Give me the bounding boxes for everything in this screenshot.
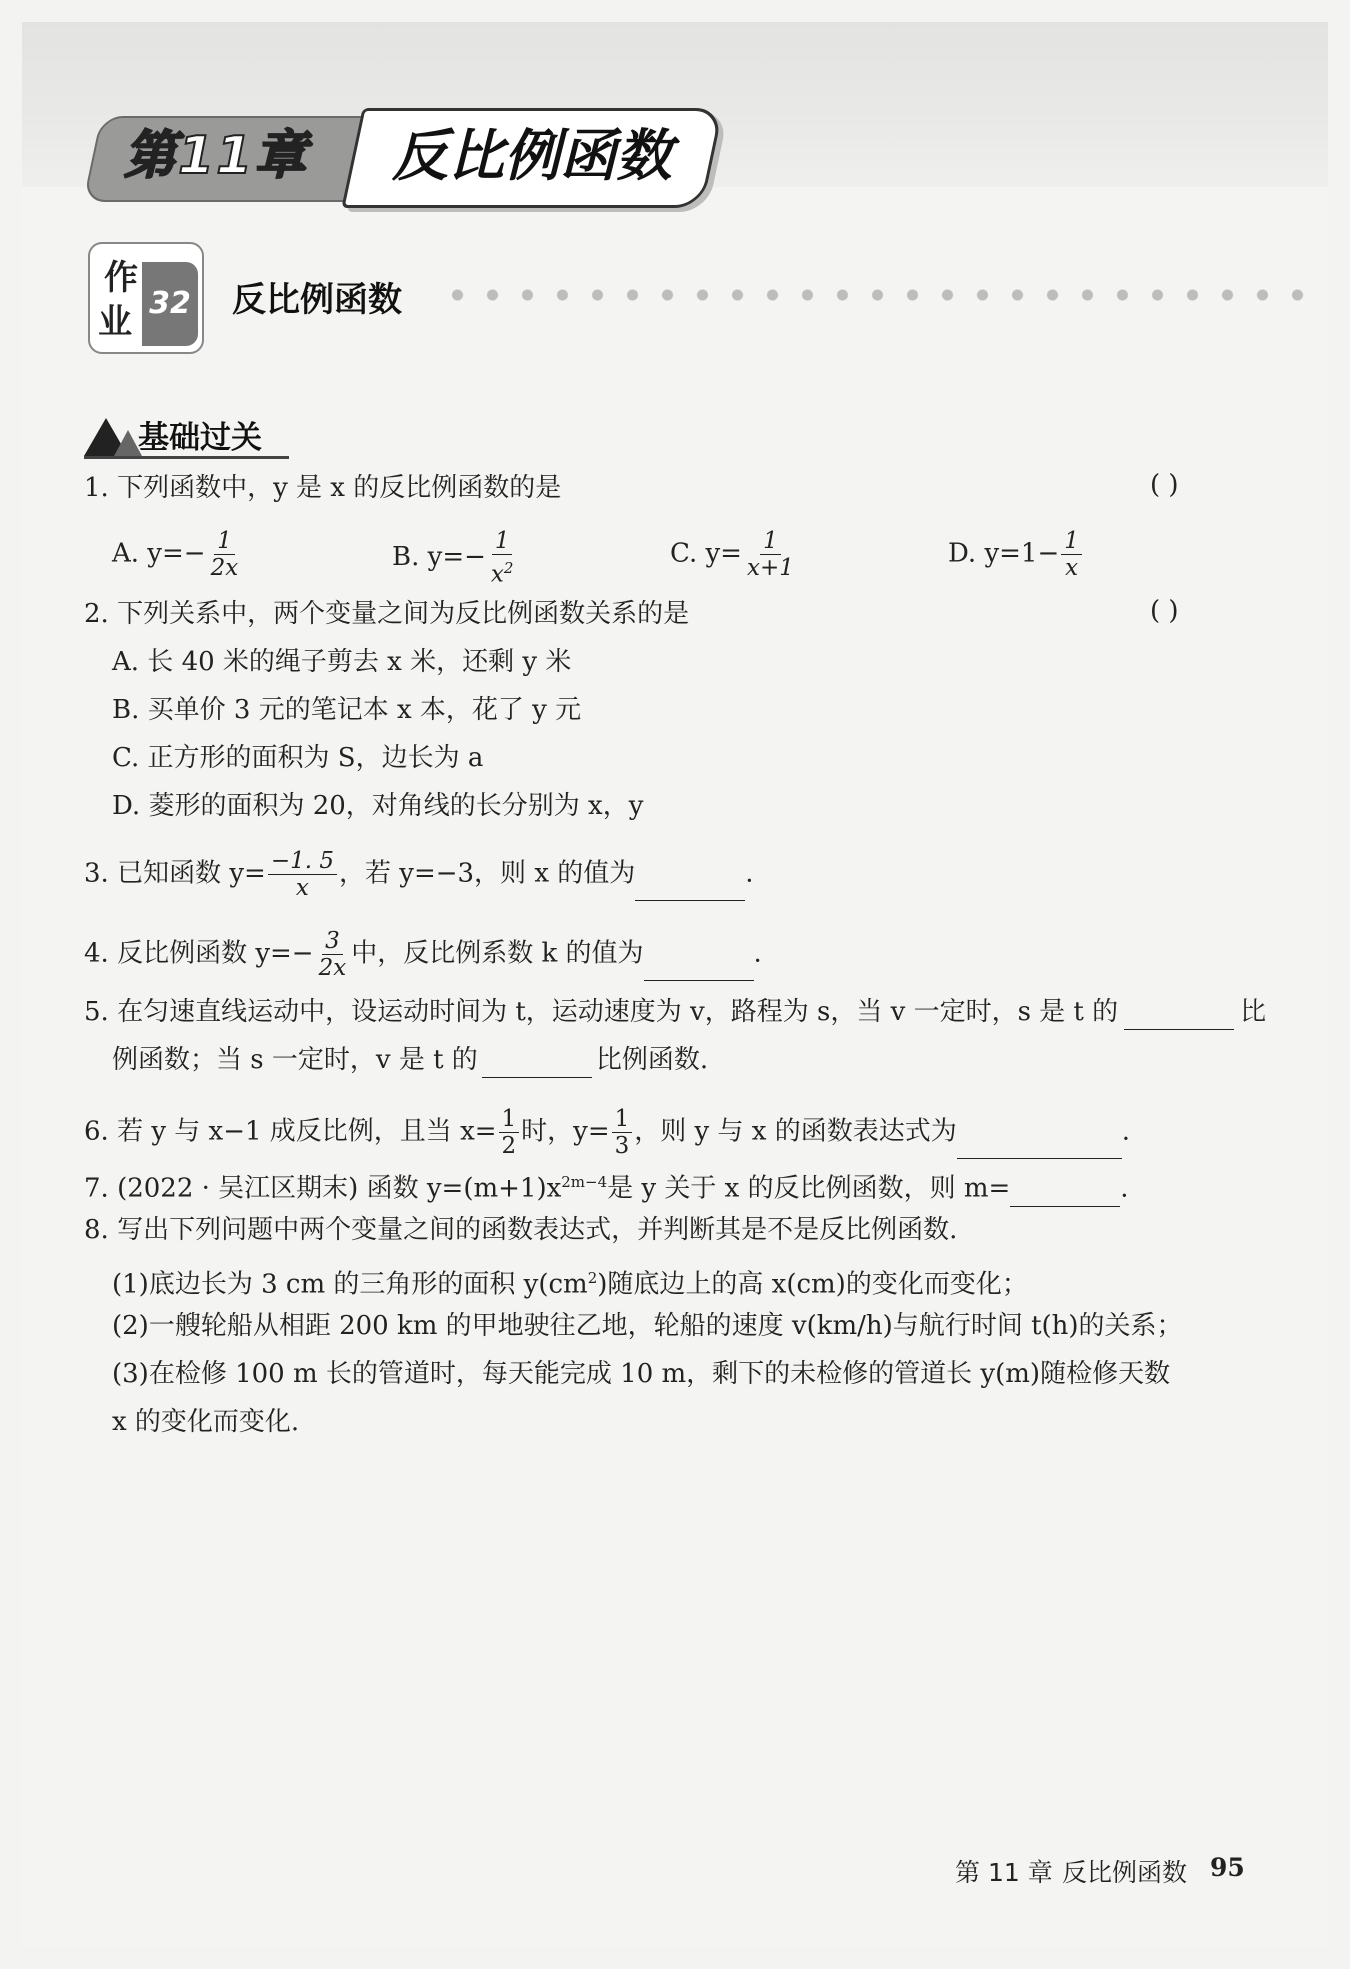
q1-d-den: x (1065, 555, 1079, 581)
q5-line2-post: 比例函数. (595, 1045, 709, 1075)
q1-answer-bracket: ( ) (1150, 470, 1179, 500)
q6-mid: 时，y= (521, 1116, 610, 1147)
q2-option-c: C. 正方形的面积为 S，边长为 a (112, 743, 484, 773)
q8-p1-pre: (1)底边长为 3 cm 的三角形的面积 y(cm (112, 1269, 588, 1300)
q4-blank[interactable] (644, 950, 754, 981)
q1-stem: 1. 下列函数中，y 是 x 的反比例函数的是 (84, 473, 562, 503)
q5-line1-end: 比 (1240, 997, 1267, 1027)
q3-den: x (295, 875, 309, 901)
q3-blank[interactable] (635, 870, 745, 901)
q3-end: . (745, 858, 754, 889)
q1-option-a (112, 528, 243, 581)
q3 (84, 848, 754, 901)
q7-exponent: 2m−4 (561, 1173, 608, 1191)
q7 (84, 1164, 1129, 1207)
q3-num: −1. 5 (268, 848, 337, 875)
q4-pre: 4. 反比例函数 y=− (84, 938, 314, 969)
q7-post: 是 y 关于 x 的反比例函数，则 m= (607, 1173, 1011, 1204)
q5-line2-pre: 例函数；当 s 一定时，v 是 t 的 (112, 1045, 478, 1075)
q8-part2: (2)一艘轮船从相距 200 km 的甲地驶往乙地，轮船的速度 v(km/h)与航行时间 t(h)的关系； (112, 1311, 1183, 1341)
q4-num: 3 (322, 928, 343, 955)
section-heading (84, 412, 294, 458)
q2-option-b: B. 买单价 3 元的笔记本 x 本，花了 y 元 (112, 695, 582, 725)
q4-post: 中，反比例系数 k 的值为 (351, 938, 644, 969)
q6-f2-num: 1 (612, 1106, 633, 1133)
page-number: 95 (1210, 1853, 1245, 1882)
assignment-badge (88, 242, 204, 354)
section-underline (84, 456, 289, 459)
q7-blank[interactable] (1010, 1176, 1120, 1207)
q1-d-num: 1 (1061, 528, 1082, 555)
q7-end: . (1120, 1173, 1129, 1204)
q1-b-num: 1 (492, 528, 513, 555)
q5-blank-2[interactable] (482, 1047, 592, 1078)
q6 (84, 1106, 1130, 1159)
q5-line2 (112, 1042, 708, 1078)
q3-pre: 3. 已知函数 y= (84, 858, 266, 889)
q2-stem: 2. 下列关系中，两个变量之间为反比例函数关系的是 (84, 599, 690, 629)
q1-b-label: B. y=− (392, 541, 486, 572)
q3-post: ，若 y=−3，则 x 的值为 (338, 858, 636, 889)
q1-c-label: C. y= (670, 538, 742, 569)
q1-b-den-sup: 2 (503, 559, 514, 577)
q1-option-d (948, 528, 1084, 581)
q6-blank[interactable] (957, 1128, 1122, 1159)
page (22, 22, 1328, 1947)
q2-option-d: D. 菱形的面积为 20，对角线的长分别为 x，y (112, 791, 644, 821)
q8-p1-post: )随底边上的高 x(cm)的变化而变化； (597, 1269, 1028, 1300)
q4 (84, 928, 762, 981)
q1-c-num: 1 (760, 528, 781, 555)
q6-end: . (1121, 1116, 1130, 1147)
section-title: 基础过关 (138, 420, 262, 456)
chapter-title: 反比例函数 (392, 124, 672, 189)
q4-end: . (753, 938, 762, 969)
assignment-badge-ye: 业 (98, 302, 132, 342)
q6-f1-den: 2 (501, 1133, 517, 1159)
q5-blank-1[interactable] (1124, 999, 1234, 1030)
q1-c-den: x+1 (746, 555, 794, 581)
assignment-badge-zuo: 作 (104, 258, 138, 298)
q4-den: 2x (318, 955, 347, 981)
dotted-divider (440, 288, 1320, 302)
q1-a-num: 1 (214, 528, 235, 555)
q2-option-a: A. 长 40 米的绳子剪去 x 米，还剩 y 米 (112, 647, 572, 677)
chapter-label: 第11章 (124, 126, 309, 186)
q8-stem: 8. 写出下列问题中两个变量之间的函数表达式，并判断其是不是反比例函数. (84, 1215, 958, 1245)
q1-option-c (670, 528, 799, 581)
q1-option-b (392, 528, 518, 588)
q8-part3-cont: x 的变化而变化. (112, 1407, 300, 1437)
assignment-number: 32 (142, 262, 198, 346)
q8-part3: (3)在检修 100 m 长的管道时，每天能完成 10 m，剩下的未检修的管道长 y(m)随检修天数 (112, 1359, 1171, 1389)
q1-d-label: D. y=1− (948, 538, 1060, 569)
q5-line1-text: 5. 在匀速直线运动中，设运动时间为 t，运动速度为 v，路程为 s，当 v 一定时，s 是 t 的 (84, 997, 1119, 1027)
q2-answer-bracket: ( ) (1150, 596, 1179, 626)
q7-pre: 7. (2022 · 吴江区期末) 函数 y=(m+1)x (84, 1173, 562, 1204)
q6-f2-den: 3 (614, 1133, 630, 1159)
q6-post: ，则 y 与 x 的函数表达式为 (634, 1116, 957, 1147)
q5-line1 (84, 994, 1266, 1030)
footer-title: 反比例函数 (1062, 1858, 1188, 1887)
q1-b-den: x (490, 561, 504, 588)
q8-p1-sup: 2 (587, 1269, 598, 1287)
footer-chapter: 第 11 章 (955, 1858, 1053, 1887)
q8-part1 (112, 1260, 1028, 1303)
q1-a-den: 2x (210, 555, 239, 581)
q6-f1-num: 1 (499, 1106, 520, 1133)
q1-a-label: A. y=− (112, 538, 206, 569)
q6-pre: 6. 若 y 与 x−1 成反比例，且当 x= (84, 1116, 497, 1147)
assignment-title: 反比例函数 (232, 280, 402, 320)
